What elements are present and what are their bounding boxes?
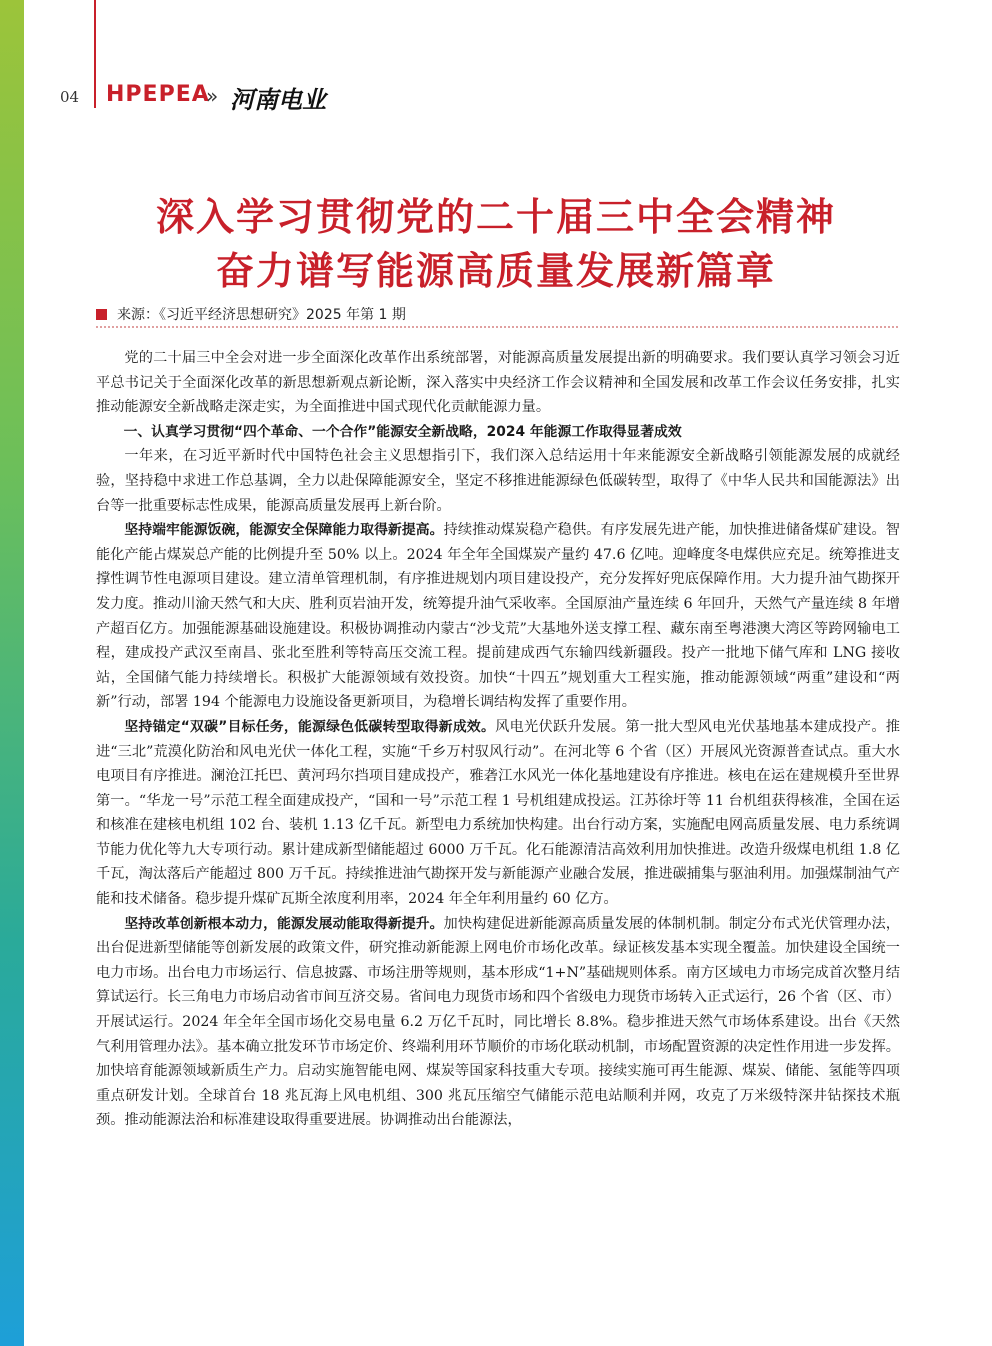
section-heading-1: 一、认真学习贯彻“四个革命、一个合作”能源安全新战略，2024 年能源工作取得显著成效 [123, 423, 682, 440]
paragraph-2-text: 持续推动煤炭稳产稳供。有序发展先进产能，加快推进储备煤矿建设。智能化产能占煤炭总产能的比例提升至 50% 以上。2024 年全年全国煤炭产量约 47.6 亿吨。迎峰度冬电煤供应充足。统筹推进支撑性调节性电源项目建设。建立清单管理机制，有序推进规划内项目建设投产，充分发挥好兜底保障作用。大力提升油气勘探开发力度。推动川渝天然气和大庆、胜利页岩油开发，统筹提升油气采收率。全国原油产量连续 6 年回升，天然气产量连续 8 年增产超百亿方。加强能源基础设施建设。积极协调推动内蒙古“沙戈荒”大基地外送支撑工程、藏东南至粤港澳大湾区等跨网输电工程，建成投产武汉至南昌、张北至胜利等特高压交流工程。提前建成西气东输四线新疆段。投产一批地下储气库和 LNG 接收站，全国储气能力持续增长。积极扩大能源领域有效投资。加快“十四五”规划重大工程实施，推动能源领域“两重”建设和“两新”行动，部署 194 个能源电力设施设备更新项目，为稳增长调结构发挥了重要作用。 [96, 522, 900, 711]
chevron-right-icon: » [206, 84, 219, 108]
brand-logo-latin: HPEPEA [106, 82, 210, 107]
paragraph-2-lead: 坚持端牢能源饭碗，能源安全保障能力取得新提高。 [124, 522, 444, 539]
source-text: 来源：《习近平经济思想研究》2025 年第 1 期 [117, 307, 406, 323]
page-number: 04 [60, 88, 80, 106]
paragraph-4-lead: 坚持改革创新根本动力，能源发展动能取得新提升。 [124, 915, 444, 932]
red-square-icon [96, 309, 107, 320]
dotted-divider [96, 326, 898, 328]
paragraph-2 [96, 518, 900, 715]
brand-logo-chinese: 河南电业 [230, 85, 326, 114]
article-source [96, 304, 406, 324]
intro-paragraph: 党的二十届三中全会对进一步全面深化改革作出系统部署，对能源高质量发展提出新的明确要求。我们要认真学习领会习近平总书记关于全面深化改革的新思想新观点新论断，深入落实中央经济工作会议精神和全国发展和改革工作会议任务安排，扎实推动能源安全新战略走深走实，为全面推进中国式现代化贡献能源力量。 [96, 350, 900, 416]
article-body [96, 346, 900, 1133]
article-title-line1: 深入学习贯彻党的二十届三中全会精神 [155, 195, 836, 239]
article-title-line2: 奋力谱写能源高质量发展新篇章 [215, 249, 776, 293]
header-red-rule [94, 0, 96, 108]
paragraph-3-lead: 坚持锚定“双碳”目标任务，能源绿色低碳转型取得新成效。 [124, 718, 496, 735]
paragraph-4 [96, 912, 900, 1133]
paragraph-1: 一年来，在习近平新时代中国特色社会主义思想指引下，我们深入总结运用十年来能源安全新战略引领能源发展的成就经验，坚持稳中求进工作总基调，全力以赴保障能源安全，坚定不移推进能源绿色低碳转型，取得了《中华人民共和国能源法》出台等一批重要标志性成果，能源高质量发展再上新台阶。 [96, 448, 900, 514]
decorative-gradient-sidebar [0, 0, 24, 1346]
paragraph-3-text: 风电光伏跃升发展。第一批大型风电光伏基地基本建成投产。推进“三北”荒漠化防治和风电光伏一体化工程，实施“千乡万村驭风行动”。在河北等 6 个省（区）开展风光资源普查试点。重大水电项目有序推进。澜沧江托巴、黄河玛尔挡项目建成投产，雅砻江水风光一体化基地建设有序推进。核电在运在建规模升至世界第一。“华龙一号”示范工程全面建成投产，“国和一号”示范工程 1 号机组建成投运。江苏徐圩等 11 台机组获得核准，全国在运和核准在建核电机组 102 台、装机 1.13 亿千瓦。新型电力系统加快构建。出台行动方案，实施配电网高质量发展、电力系统调节能力优化等九大专项行动。累计建成新型储能超过 6000 万千瓦。化石能源清洁高效利用加快推进。改造升级煤电机组 1.8 亿千瓦，淘汰落后产能超过 800 万千瓦。持续推进油气勘探开发与新能源产业融合发展，推进碳捕集与驱油利用。加强煤制油气产能和技术储备。稳步提升煤矿瓦斯全浓度利用率，2024 年全年利用量约 60 亿方。 [96, 718, 900, 908]
paragraph-3 [96, 715, 900, 912]
paragraph-4-text: 加快构建促进新能源高质量发展的体制机制。制定分布式光伏管理办法，出台促进新型储能等创新发展的政策文件，研究推动新能源上网电价市场化改革。绿证核发基本实现全覆盖。加快建设全国统一电力市场。出台电力市场运行、信息披露、市场注册等规则，基本形成“1+N”基础规则体系。南方区域电力市场完成首次整月结算试运行。长三角电力市场启动省市间互济交易。省间电力现货市场和四个省级电力现货市场转入正式运行，26 个省（区、市）开展试运行。2024 年全年全国市场化交易电量 6.2 万亿千瓦时，同比增长 8.8%。稳步推进天然气市场体系建设。出台《天然气利用管理办法》。基本确立批发环节市场定价、终端利用环节顺价的市场化联动机制，市场配置资源的决定性作用进一步发挥。加快培育能源领域新质生产力。启动实施智能电网、煤炭等国家科技重大专项。接续实施可再生能源、煤炭、储能、氢能等四项重点研发计划。全球首台 18 兆瓦海上风电机组、300 兆瓦压缩空气储能示范电站顺利并网，攻克了万米级特深井钻探技术瓶颈。推动能源法治和标准建设取得重要进展。协调推动出台能源法， [96, 915, 900, 1129]
